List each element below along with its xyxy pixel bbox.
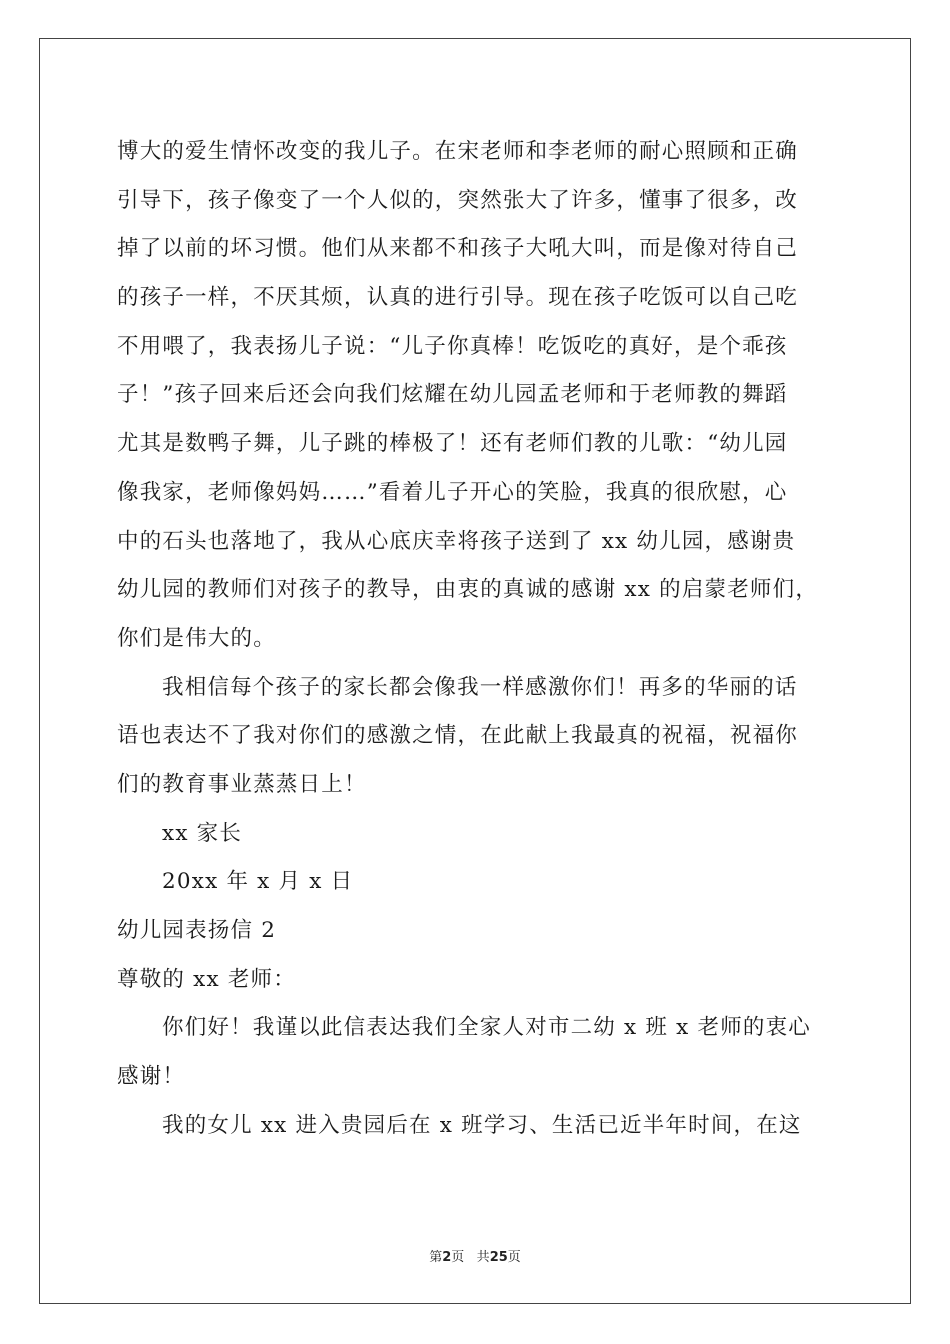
document-body — [117, 128, 833, 1150]
text-line: 尊敬的 xx 老师： — [117, 966, 296, 992]
text-line: 你们好！我谨以此信表达我们全家人对市二幼 x 班 x 老师的衷心 — [162, 1015, 811, 1041]
footer-page-total: 25 — [489, 1250, 508, 1265]
text-line: 尤其是数鸭子舞，儿子跳的棒极了！还有老师们教的儿歌：“幼儿园 — [117, 431, 788, 457]
page-footer — [0, 1246, 950, 1265]
text-line: 我相信每个孩子的家长都会像我一样感激你们！再多的华丽的话 — [162, 674, 798, 700]
footer-page-prefix: 第 — [429, 1250, 443, 1265]
footer-total-suffix: 页 — [507, 1250, 521, 1265]
footer-page-suffix: 页 — [451, 1250, 465, 1265]
text-line: 幼儿园表扬信 2 — [117, 918, 277, 943]
text-line: 们的教育事业蒸蒸日上！ — [117, 771, 367, 797]
footer-page-current: 2 — [442, 1250, 452, 1265]
text-line: 你们是伟大的。 — [117, 625, 276, 651]
text-line: 我的女儿 xx 进入贵园后在 x 班学习、生活已近半年时间，在这 — [162, 1112, 802, 1138]
text-line: 引导下，孩子像变了一个人似的，突然张大了许多，懂事了很多，改 — [117, 187, 799, 213]
text-line: 幼儿园的教师们对孩子的教导，由衷的真诚的感谢 xx 的启蒙老师们， — [117, 577, 819, 603]
text-line: 掉了以前的坏习惯。他们从来都不和孩子大吼大叫，而是像对待自己 — [117, 236, 799, 262]
text-line: 像我家，老师像妈妈……”看着儿子开心的笑脸，我真的很欣慰，心 — [117, 479, 788, 505]
text-line: 不用喂了，我表扬儿子说：“儿子你真棒！吃饭吃的真好，是个乖孩 — [117, 333, 788, 359]
text-line: 中的石头也落地了，我从心底庆幸将孩子送到了 xx 幼儿园，感谢贵 — [117, 528, 796, 554]
text-line: 子！”孩子回来后还会向我们炫耀在幼儿园孟老师和于老师教的舞蹈 — [117, 382, 788, 408]
text-line: xx 家长 — [162, 820, 243, 846]
text-line: 语也表达不了我对你们的感激之情，在此献上我最真的祝福，祝福你 — [117, 723, 799, 749]
text-line: 的孩子一样，不厌其烦，认真的进行引导。现在孩子吃饭可以自己吃 — [117, 285, 799, 311]
text-line: 博大的爱生情怀改变的我儿子。在宋老师和李老师的耐心照顾和正确 — [117, 139, 799, 164]
footer-total-prefix: 共 — [476, 1250, 490, 1265]
text-line: 20xx 年 x 月 x 日 — [162, 869, 354, 895]
text-line: 感谢！ — [117, 1064, 186, 1090]
